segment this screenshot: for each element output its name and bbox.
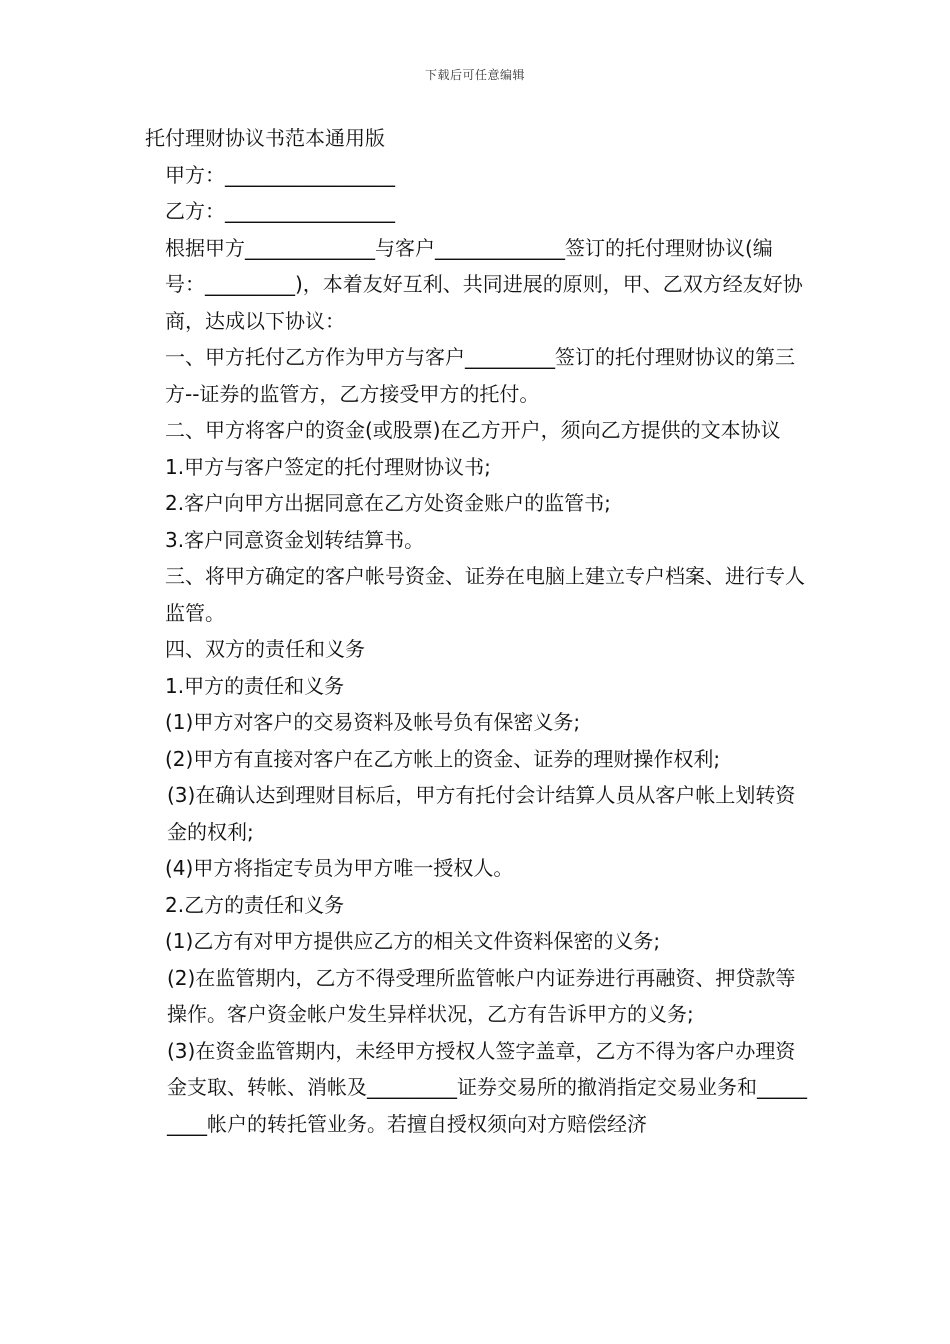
- clause-4-item-2-1: (1)乙方有对甲方提供应乙方的相关文件资料保密的义务;: [165, 929, 661, 953]
- clause-4-item-1-1: (1)甲方对客户的交易资料及帐号负有保密义务;: [165, 710, 581, 734]
- clause-3: 三、将甲方确定的客户帐号资金、证券在电脑上建立专户档案、进行专人监管。: [165, 564, 805, 625]
- document-body: [145, 120, 810, 1142]
- clause-4: 四、双方的责任和义务: [165, 637, 365, 661]
- document-title: 托付理财协议书范本通用版: [145, 126, 385, 150]
- clause-2-item-3: 3.客户同意资金划转结算书。: [165, 527, 425, 552]
- party-a-line: 甲方：_________________: [165, 162, 395, 187]
- header-note: 下载后可任意编辑: [424, 68, 525, 82]
- clause-4-item-2-3: (3)在资金监管期内，未经甲方授权人签字盖章，乙方不得为客户办理资金支取、转帐、消帐及_________证券交易所的撤消指定交易业务和_________帐户的转托管业务。若擅自授权须向对方赔偿经济: [167, 1038, 807, 1136]
- party-b-line: 乙方：_________________: [165, 199, 395, 223]
- clause-2: 二、甲方将客户的资金(或股票)在乙方开户，须向乙方提供的文本协议: [165, 418, 781, 442]
- clause-4-item-1-4: (4)甲方将指定专员为甲方唯一授权人。: [165, 856, 514, 880]
- clause-4-item-1-3: (3)在确认达到理财目标后，甲方有托付会计结算人员从客户帐上划转资金的权利;: [167, 783, 796, 844]
- clause-4-item-1-2: (2)甲方有直接对客户在乙方帐上的资金、证券的理财操作权利;: [165, 746, 721, 771]
- clause-2-item-2: 2.客户向甲方出据同意在乙方处资金账户的监管书;: [165, 491, 611, 515]
- clause-4-item-2-2: (2)在监管期内，乙方不得受理所监管帐户内证券进行再融资、押贷款等操作。客户资金帐户发生异样状况，乙方有告诉甲方的义务;: [167, 965, 796, 1026]
- clause-4-item-1: 1.甲方的责任和义务: [165, 673, 345, 698]
- intro-paragraph: 根据甲方_____________与客户_____________签订的托付理财协议(编号：_________)，本着友好互利、共同进展的原则，甲、乙双方经友好协商，达成以下协议：: [165, 235, 803, 333]
- clause-2-item-1: 1.甲方与客户签定的托付理财协议书;: [165, 454, 491, 479]
- clause-4-item-2: 2.乙方的责任和义务: [165, 892, 345, 917]
- clause-1: 一、甲方托付乙方作为甲方与客户_________签订的托付理财协议的第三方--证券的监管方，乙方接受甲方的托付。: [165, 345, 795, 406]
